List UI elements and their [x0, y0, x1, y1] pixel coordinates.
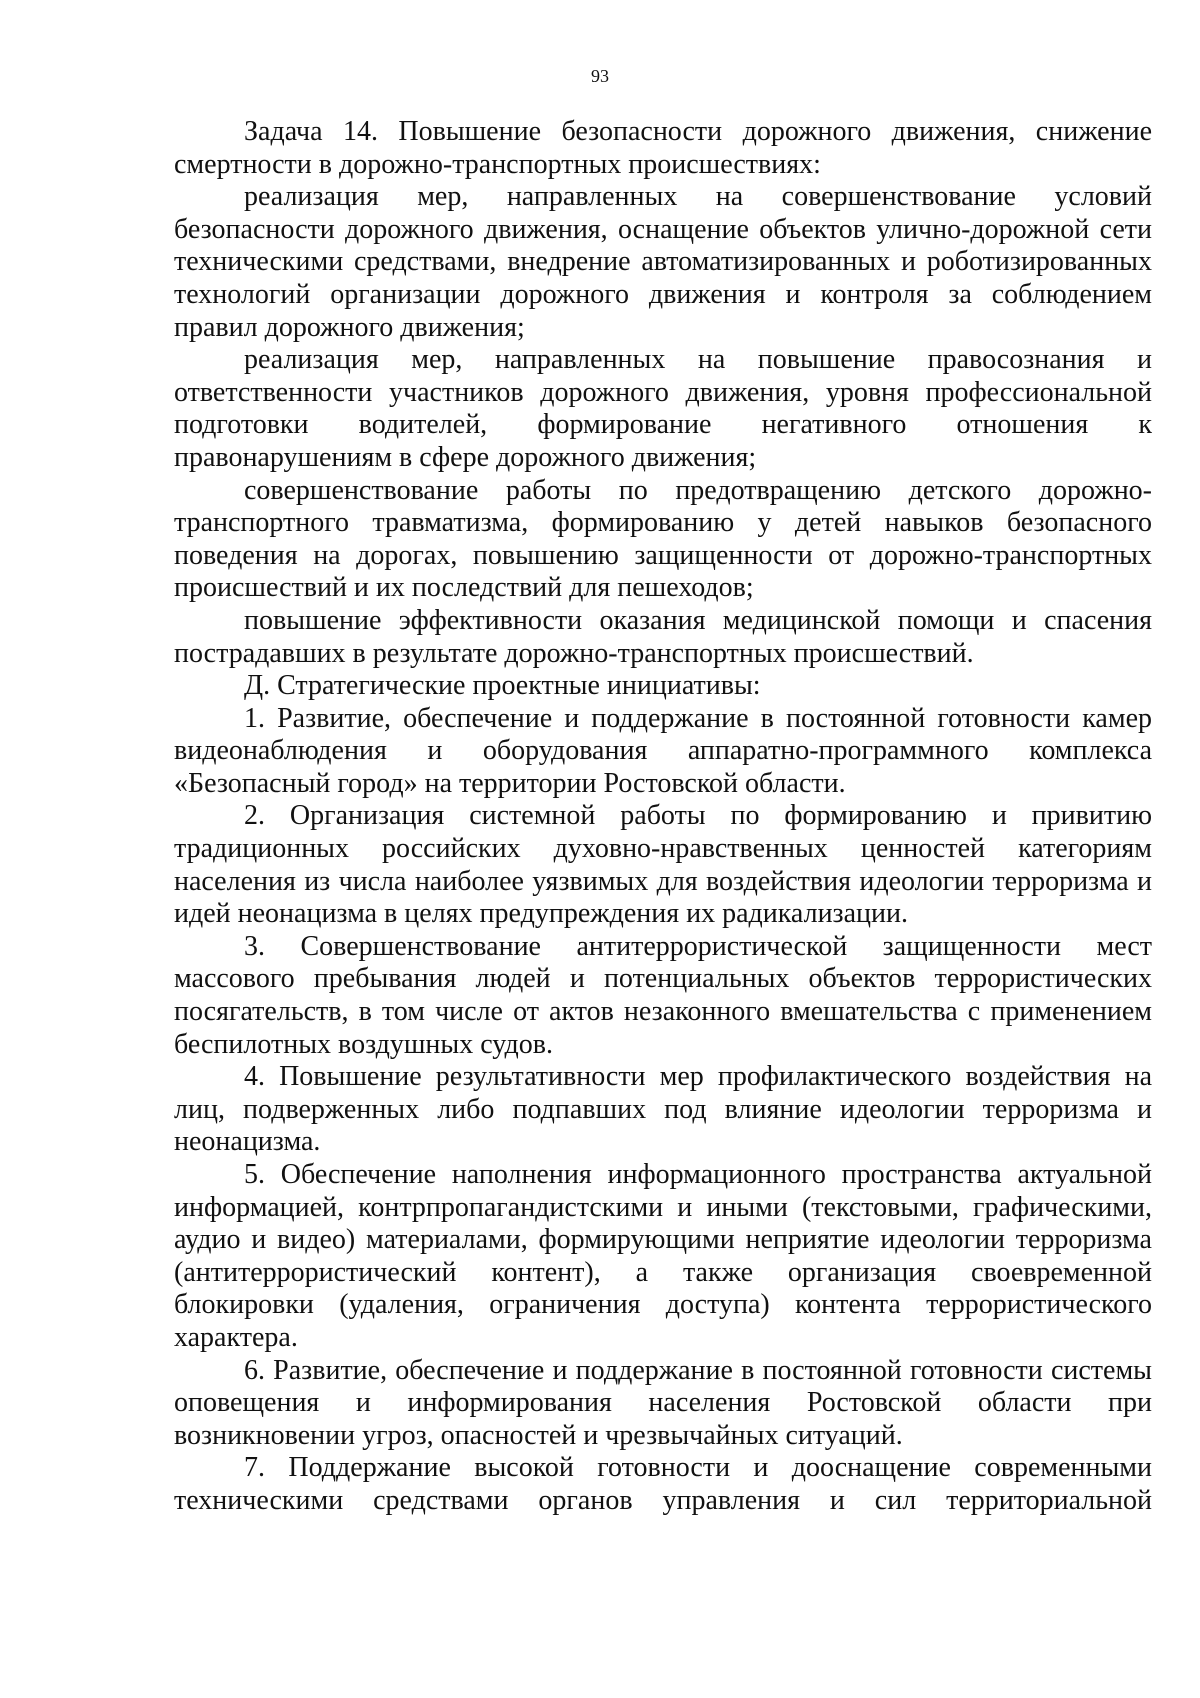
paragraph-road-safety-conditions: реализация мер, направленных на совершенствование условий безопасности дорожного движения, оснащение объектов улично-дорожной сети техническими средствами, внедрение автоматизированных и роботизированных технологий организации дорожного движения и контроля за соблюдением правил дорожного движения; — [174, 181, 1152, 343]
document-body — [174, 116, 1152, 1518]
list-item-3: 3. Совершенствование антитеррористической защищенности мест массового пребывания людей и потенциальных объектов террористических посягательств, в том числе от актов незаконного вмешательства с применением беспилотных воздушных судов. — [174, 930, 1152, 1060]
paragraph-child-traffic-injury: совершенствование работы по предотвращению детского дорожно-транспортного травматизма, формированию у детей навыков безопасного поведения на дорогах, повышению защищенности от дорожно-транспортных происшествий и их последствий для пешеходов; — [174, 474, 1152, 604]
list-item-2: 2. Организация системной работы по формированию и привитию традиционных российских духовно-нравственных ценностей категориям населения из числа наиболее уязвимых для воздействия идеологии терроризма и идей неонацизма в целях предупреждения их радикализации. — [174, 800, 1152, 930]
paragraph-medical-aid: повышение эффективности оказания медицинской помощи и спасения пострадавших в результате дорожно-транспортных происшествий. — [174, 604, 1152, 669]
list-item-1: 1. Развитие, обеспечение и поддержание в постоянной готовности камер видеонаблюдения и оборудования аппаратно-программного комплекса «Безопасный город» на территории Ростовской области. — [174, 702, 1152, 799]
list-item-4: 4. Повышение результативности мер профилактического воздействия на лиц, подверженных либо подпавших под влияние идеологии терроризма и неонацизма. — [174, 1061, 1152, 1158]
list-item-7: 7. Поддержание высокой готовности и дооснащение современными техническими средствами органов управления и сил территориальной — [174, 1452, 1152, 1516]
paragraph-task-14: Задача 14. Повышение безопасности дорожного движения, снижение смертности в дорожно-транспортных происшествиях: — [174, 116, 1152, 180]
list-item-5: 5. Обеспечение наполнения информационного пространства актуальной информацией, контрпропагандистскими и иными (текстовыми, графическими, аудио и видео) материалами, формирующими неприятие идеологии терроризма (антитеррористический контент), а также организация своевременной блокировки (удаления, ограничения доступа) контента террористического характера. — [174, 1159, 1152, 1353]
page-number: 93 — [591, 66, 609, 86]
section-heading-strategic-initiatives: Д. Стратегические проектные инициативы: — [244, 670, 761, 702]
paragraph-legal-awareness: реализация мер, направленных на повышение правосознания и ответственности участников дорожного движения, уровня профессиональной подготовки водителей, формирование негативного отношения к правонарушениям в сфере дорожного движения; — [174, 344, 1152, 473]
list-item-6: 6. Развитие, обеспечение и поддержание в постоянной готовности системы оповещения и информирования населения Ростовской области при возникновении угроз, опасностей и чрезвычайных ситуаций. — [174, 1354, 1152, 1451]
